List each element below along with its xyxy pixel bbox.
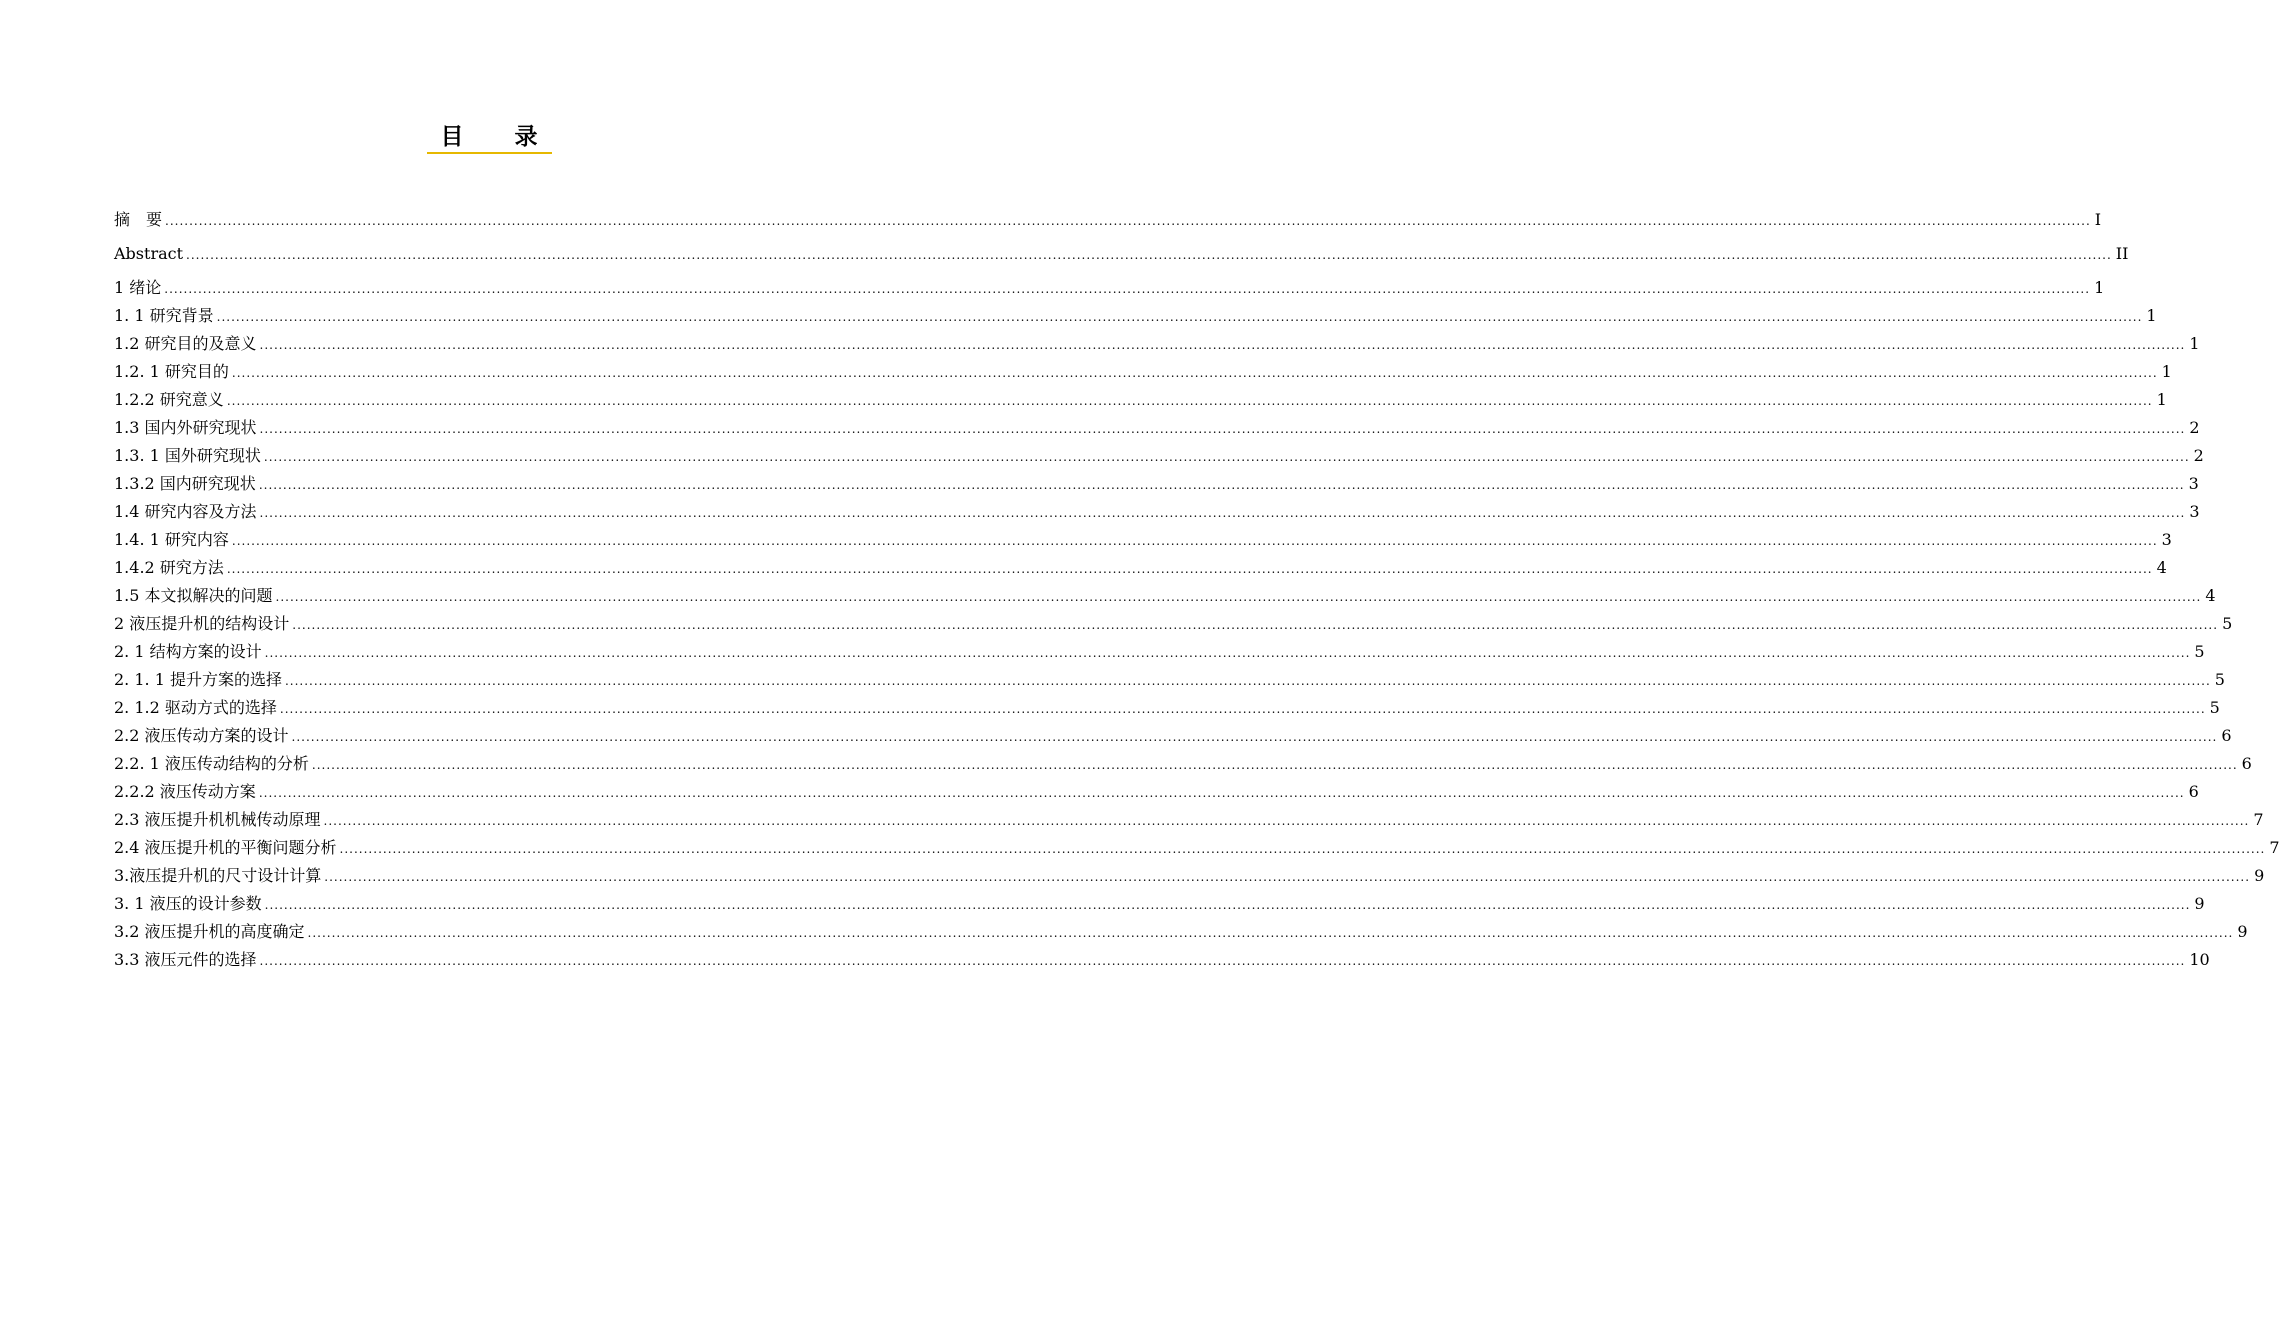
toc-entry[interactable] xyxy=(114,834,2280,862)
toc-entry-page-number: 2 xyxy=(2193,446,2204,465)
toc-entry-page-number: II xyxy=(2115,244,2129,263)
toc-dot-leader: ................................................................................................................................................................................................................................................................................................................................................................................................................ xyxy=(259,954,2186,968)
toc-entry-label: 1.4 研究内容及方法 xyxy=(114,502,257,521)
table-of-contents xyxy=(114,206,2280,974)
toc-entry-label: 1 绪论 xyxy=(114,278,162,297)
toc-entry-label: 2.3 液压提升机机械传动原理 xyxy=(114,810,321,829)
toc-entry[interactable] xyxy=(114,526,2172,554)
toc-dot-leader: ................................................................................................................................................................................................................................................................................................................................................................................................................ xyxy=(164,282,2091,296)
toc-dot-leader: ................................................................................................................................................................................................................................................................................................................................................................................................................ xyxy=(292,618,2219,632)
toc-entry-page-number: 4 xyxy=(2205,586,2216,605)
toc-entry-page-number: 5 xyxy=(2194,642,2205,661)
toc-entry-page-number: 7 xyxy=(2253,810,2264,829)
toc-entry[interactable] xyxy=(114,946,2210,974)
toc-entry-page-number: 1 xyxy=(2161,362,2172,381)
toc-entry-label: 2.4 液压提升机的平衡问题分析 xyxy=(114,838,337,857)
toc-entry-label: 1.3 国内外研究现状 xyxy=(114,418,257,437)
toc-entry-page-number: 9 xyxy=(2237,922,2248,941)
toc-title xyxy=(0,121,978,153)
toc-entry-label: 1. 1 研究背景 xyxy=(114,306,214,325)
toc-dot-leader: ................................................................................................................................................................................................................................................................................................................................................................................................................ xyxy=(226,562,2153,576)
toc-entry-page-number: 1 xyxy=(2189,334,2200,353)
toc-entry-page-number: 1 xyxy=(2146,306,2157,325)
toc-entry[interactable] xyxy=(114,330,2200,358)
toc-entry-label: Abstract xyxy=(114,244,184,263)
toc-entry[interactable] xyxy=(114,638,2205,666)
toc-entry-page-number: 10 xyxy=(2189,950,2210,969)
toc-dot-leader: ................................................................................................................................................................................................................................................................................................................................................................................................................ xyxy=(275,590,2202,604)
toc-entry[interactable] xyxy=(114,498,2200,526)
toc-entry[interactable] xyxy=(114,206,2102,234)
toc-entry[interactable] xyxy=(114,750,2252,778)
toc-dot-leader: ................................................................................................................................................................................................................................................................................................................................................................................................................ xyxy=(216,310,2143,324)
toc-entry-page-number: 6 xyxy=(2221,726,2232,745)
toc-entry-label: 3. 1 液压的设计参数 xyxy=(114,894,262,913)
toc-title-text: 目 录 xyxy=(427,122,552,154)
toc-entry-label: 3.3 液压元件的选择 xyxy=(114,950,257,969)
toc-entry-label: 1.2 研究目的及意义 xyxy=(114,334,257,353)
toc-entry[interactable] xyxy=(114,302,2157,330)
toc-entry[interactable] xyxy=(114,414,2200,442)
toc-entry[interactable] xyxy=(114,470,2199,498)
toc-entry-label: 2. 1 结构方案的设计 xyxy=(114,642,262,661)
toc-entry-label: 3.2 液压提升机的高度确定 xyxy=(114,922,305,941)
toc-entry[interactable] xyxy=(114,582,2216,610)
toc-dot-leader: ................................................................................................................................................................................................................................................................................................................................................................................................................ xyxy=(231,534,2158,548)
toc-entry-page-number: 4 xyxy=(2156,558,2167,577)
toc-dot-leader: ................................................................................................................................................................................................................................................................................................................................................................................................................ xyxy=(284,674,2211,688)
toc-entry-label: 2.2.2 液压传动方案 xyxy=(114,782,256,801)
toc-entry-page-number: 5 xyxy=(2214,670,2225,689)
toc-entry-label: 1.4.2 研究方法 xyxy=(114,558,224,577)
toc-entry-page-number: 3 xyxy=(2161,530,2172,549)
toc-entry[interactable] xyxy=(114,386,2167,414)
toc-entry[interactable] xyxy=(114,890,2205,918)
toc-entry-label: 3.液压提升机的尺寸设计计算 xyxy=(114,866,322,885)
toc-dot-leader: ................................................................................................................................................................................................................................................................................................................................................................................................................ xyxy=(231,366,2158,380)
toc-dot-leader: ................................................................................................................................................................................................................................................................................................................................................................................................................ xyxy=(259,506,2186,520)
toc-entry-label: 2 液压提升机的结构设计 xyxy=(114,614,290,633)
toc-entry-page-number: 6 xyxy=(2241,754,2252,773)
toc-dot-leader: ................................................................................................................................................................................................................................................................................................................................................................................................................ xyxy=(324,870,2251,884)
toc-entry-label: 2.2 液压传动方案的设计 xyxy=(114,726,289,745)
toc-dot-leader: ................................................................................................................................................................................................................................................................................................................................................................................................................ xyxy=(165,214,2091,228)
toc-entry-label: 2. 1. 1 提升方案的选择 xyxy=(114,670,282,689)
toc-entry-page-number: 3 xyxy=(2189,502,2200,521)
toc-dot-leader: ................................................................................................................................................................................................................................................................................................................................................................................................................ xyxy=(339,842,2266,856)
toc-dot-leader: ................................................................................................................................................................................................................................................................................................................................................................................................................ xyxy=(264,646,2191,660)
toc-entry[interactable] xyxy=(114,806,2264,834)
toc-entry-label: 1.3. 1 国外研究现状 xyxy=(114,446,261,465)
toc-dot-leader: ................................................................................................................................................................................................................................................................................................................................................................................................................ xyxy=(311,758,2238,772)
toc-entry-label: 1.4. 1 研究内容 xyxy=(114,530,229,549)
toc-dot-leader: ................................................................................................................................................................................................................................................................................................................................................................................................................ xyxy=(323,814,2250,828)
toc-entry-label: 2. 1.2 驱动方式的选择 xyxy=(114,698,277,717)
toc-entry[interactable] xyxy=(114,694,2220,722)
toc-dot-leader: ................................................................................................................................................................................................................................................................................................................................................................................................................ xyxy=(291,730,2218,744)
toc-entry-label: 2.2. 1 液压传动结构的分析 xyxy=(114,754,309,773)
toc-entry-label: 1.2. 1 研究目的 xyxy=(114,362,229,381)
toc-entry[interactable] xyxy=(114,240,2129,268)
toc-entry[interactable] xyxy=(114,274,2105,302)
toc-entry-page-number: 7 xyxy=(2269,838,2280,857)
toc-entry[interactable] xyxy=(114,554,2167,582)
toc-entry[interactable] xyxy=(114,918,2248,946)
toc-entry-label: 1.5 本文拟解决的问题 xyxy=(114,586,273,605)
toc-dot-leader: ................................................................................................................................................................................................................................................................................................................................................................................................................ xyxy=(264,898,2191,912)
toc-entry[interactable] xyxy=(114,778,2199,806)
toc-entry-page-number: 9 xyxy=(2254,866,2265,885)
toc-entry[interactable] xyxy=(114,862,2265,890)
toc-dot-leader: ................................................................................................................................................................................................................................................................................................................................................................................................................ xyxy=(186,248,2112,262)
toc-entry-label: 摘 要 xyxy=(114,210,163,229)
toc-entry-page-number: 1 xyxy=(2156,390,2167,409)
toc-entry[interactable] xyxy=(114,722,2232,750)
toc-dot-leader: ................................................................................................................................................................................................................................................................................................................................................................................................................ xyxy=(259,422,2186,436)
toc-dot-leader: ................................................................................................................................................................................................................................................................................................................................................................................................................ xyxy=(263,450,2190,464)
toc-entry-page-number: 1 xyxy=(2094,278,2105,297)
toc-dot-leader: ................................................................................................................................................................................................................................................................................................................................................................................................................ xyxy=(258,786,2185,800)
toc-entry-page-number: 6 xyxy=(2188,782,2199,801)
toc-entry[interactable] xyxy=(114,666,2225,694)
toc-entry-page-number: I xyxy=(2094,210,2102,229)
toc-dot-leader: ................................................................................................................................................................................................................................................................................................................................................................................................................ xyxy=(258,478,2185,492)
toc-entry-page-number: 2 xyxy=(2189,418,2200,437)
toc-entry-page-number: 5 xyxy=(2209,698,2220,717)
toc-entry-label: 1.3.2 国内研究现状 xyxy=(114,474,256,493)
toc-entry-page-number: 5 xyxy=(2222,614,2233,633)
toc-dot-leader: ................................................................................................................................................................................................................................................................................................................................................................................................................ xyxy=(259,338,2186,352)
toc-entry[interactable] xyxy=(114,442,2204,470)
toc-entry-page-number: 3 xyxy=(2188,474,2199,493)
toc-entry-label: 1.2.2 研究意义 xyxy=(114,390,224,409)
toc-entry[interactable] xyxy=(114,358,2172,386)
toc-entry[interactable] xyxy=(114,610,2233,638)
toc-dot-leader: ................................................................................................................................................................................................................................................................................................................................................................................................................ xyxy=(226,394,2153,408)
toc-entry-page-number: 9 xyxy=(2194,894,2205,913)
toc-dot-leader: ................................................................................................................................................................................................................................................................................................................................................................................................................ xyxy=(279,702,2206,716)
toc-dot-leader: ................................................................................................................................................................................................................................................................................................................................................................................................................ xyxy=(307,926,2234,940)
